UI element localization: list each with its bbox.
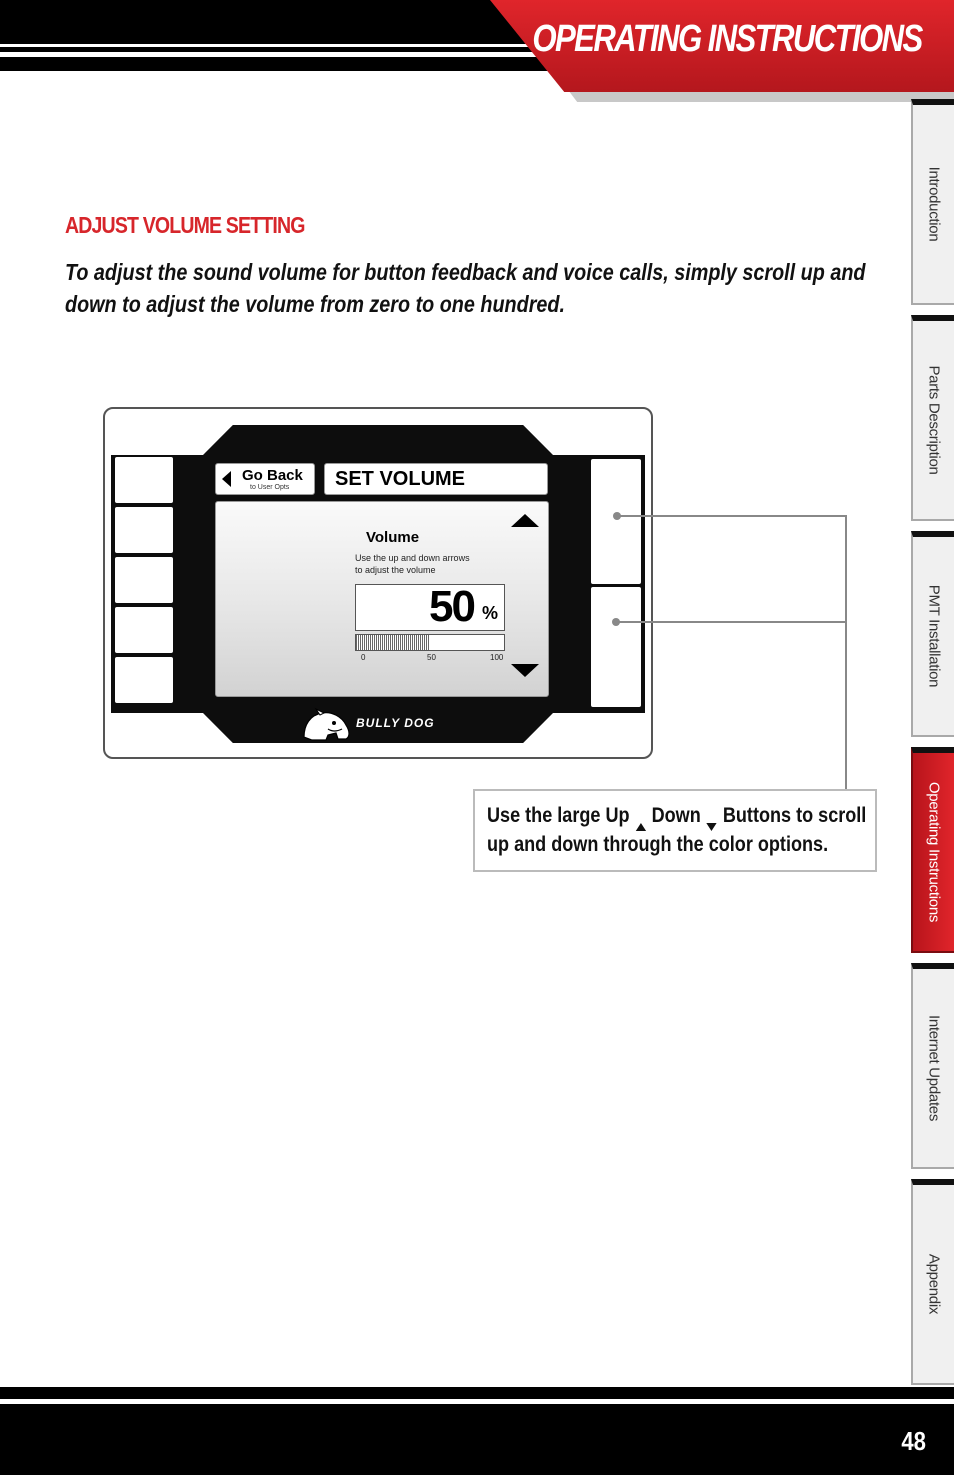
tab-label: PMT Installation: [925, 584, 942, 688]
up-arrow-icon: [635, 811, 647, 821]
brand-name: BULLY DOG: [356, 716, 435, 730]
tab-label: Appendix: [925, 1253, 942, 1315]
screen-title: SET VOLUME: [335, 468, 466, 490]
volume-hint-line: Use the up and down arrows: [355, 553, 470, 563]
page-title: OPERATING INSTRUCTIONS: [532, 18, 922, 60]
callout-text: [487, 801, 874, 859]
callout-text-part: Use the large Up: [487, 804, 630, 827]
go-back-label: Go Back: [242, 467, 303, 484]
page-number: 48: [901, 1426, 926, 1456]
tick-label: 50: [427, 653, 436, 662]
volume-value: 50: [429, 582, 474, 631]
footer-rule: [0, 1387, 954, 1399]
volume-unit: %: [481, 603, 498, 623]
callout-text-part: Buttons to scroll up and down through the color options.: [487, 804, 867, 856]
volume-hint-line: to adjust the volume: [355, 565, 436, 575]
footer-bar: [0, 1404, 954, 1475]
go-back-sublabel: to User Opts: [250, 484, 290, 491]
volume-label: Volume: [366, 529, 420, 546]
tab-label: Operating Instructions: [925, 781, 942, 923]
callout-text-part: Down: [651, 804, 701, 827]
callout-box: [473, 789, 877, 872]
tick-label: 100: [490, 653, 504, 662]
tab-label: Parts Description: [925, 365, 942, 475]
down-arrow-icon: [706, 811, 718, 821]
section-title: ADJUST VOLUME SETTING: [65, 212, 305, 238]
tick-label: 0: [361, 653, 366, 662]
tab-label: Introduction: [925, 166, 942, 242]
section-intro: To adjust the sound volume for button feedback and voice calls, simply scroll up and down to adjust the volume from zero to one hundred.: [65, 259, 866, 317]
tab-label: Internet Updates: [925, 1014, 942, 1122]
